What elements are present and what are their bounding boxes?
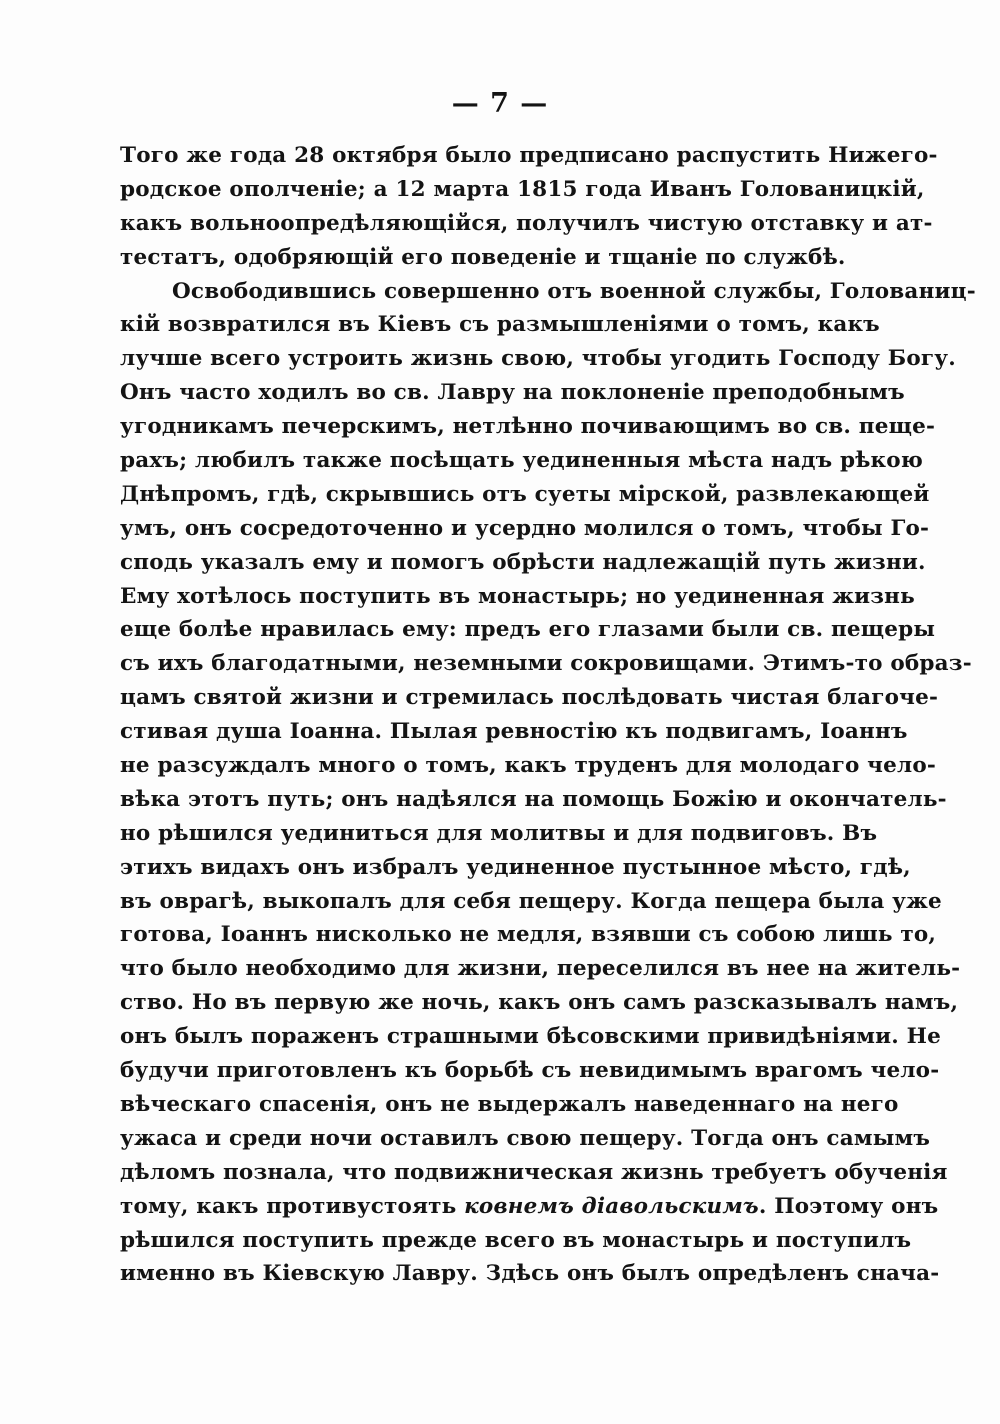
text-line: еще болѣе нравилась ему: предъ его глазами были св. пещеры bbox=[120, 617, 936, 643]
text-line-with-italic bbox=[120, 1190, 939, 1224]
text-line: угодникамъ печерскимъ, нетлѣнно почивающимъ во св. пеще- bbox=[120, 414, 936, 440]
text-line: лучше всего устроить жизнь свою, чтобы угодить Господу Богу. bbox=[120, 346, 956, 372]
text-line: Освободившись совершенно отъ военной службы, Голованиц- bbox=[172, 278, 976, 304]
text-line: цамъ святой жизни и стремилась послѣдовать чистая благоче- bbox=[120, 685, 939, 711]
text-line: тестатъ, одобряющій его поведеніе и тщаніе по службѣ. bbox=[120, 244, 846, 270]
text-line: этихъ видахъ онъ избралъ уединенное пустынное мѣсто, гдѣ, bbox=[120, 854, 911, 880]
italic-phrase: ковнемъ діавольскимъ bbox=[464, 1193, 759, 1219]
page-number: — 7 — bbox=[451, 88, 549, 119]
text-line: какъ вольноопредѣляющійся, получилъ чистую отставку и ат- bbox=[120, 210, 933, 236]
text-line: Ему хотѣлось поступить въ монастырь; но уединенная жизнь bbox=[120, 583, 915, 609]
text-segment: тому, какъ противустоять bbox=[120, 1193, 465, 1219]
text-line: Онъ часто ходилъ во св. Лавру на поклоненіе преподобнымъ bbox=[120, 380, 905, 406]
text-segment: . Поэтому онъ bbox=[758, 1193, 939, 1219]
text-line: именно въ Кіевскую Лавру. Здѣсь онъ былъ опредѣленъ снача- bbox=[120, 1261, 940, 1287]
text-line: но рѣшился уединиться для молитвы и для подвиговъ. Въ bbox=[120, 820, 878, 846]
text-line: кій возвратился въ Кіевъ съ размышленіями о томъ, какъ bbox=[120, 312, 880, 338]
body-text bbox=[120, 139, 976, 1291]
text-line: готова, Іоаннъ нисколько не медля, взявши съ собою лишь то, bbox=[120, 922, 937, 948]
text-line: ство. Но въ первую же ночь, какъ онъ самъ разсказывалъ намъ, bbox=[120, 990, 959, 1016]
text-line: вѣческаго спасенія, онъ не выдержалъ наведеннаго на него bbox=[120, 1091, 899, 1117]
text-line: въ оврагѣ, выкопалъ для себя пещеру. Когда пещера была уже bbox=[120, 888, 942, 914]
text-line: ужаса и среди ночи оставилъ свою пещеру. Тогда онъ самымъ bbox=[120, 1125, 931, 1151]
text-line: сподь указалъ ему и помогъ обрѣсти надлежащій путь жизни. bbox=[120, 549, 926, 575]
text-line: не разсуждалъ много о томъ, какъ труденъ для молодаго чело- bbox=[120, 753, 937, 779]
text-line: вѣка этотъ путь; онъ надѣялся на помощь Божію и окончатель- bbox=[120, 786, 947, 812]
text-line: онъ былъ пораженъ страшными бѣсовскими привидѣніями. Не bbox=[120, 1024, 942, 1050]
text-line: рахъ; любилъ также посѣщать уединенныя мѣста надъ рѣкою bbox=[120, 448, 924, 474]
text-line: Того же года 28 октября было предписано распустить Нижего- bbox=[120, 143, 938, 168]
text-line: Днѣпромъ, гдѣ, скрывшись отъ суеты мірской, развлекающей bbox=[120, 481, 930, 507]
text-line: умъ, онъ сосредоточенно и усердно молился о томъ, чтобы Го- bbox=[120, 515, 930, 541]
text-line: стивая душа Іоанна. Пылая ревностію къ подвигамъ, Іоаннъ bbox=[120, 719, 908, 745]
text-line: что было необходимо для жизни, переселился въ нее на житель- bbox=[120, 956, 961, 982]
text-line: будучи приготовленъ къ борьбѣ съ невидимымъ врагомъ чело- bbox=[120, 1058, 940, 1084]
text-line: съ ихъ благодатными, неземными сокровищами. Этимъ-то образ- bbox=[120, 651, 972, 677]
text-line: родское ополченіе; а 12 марта 1815 года Иванъ Голованицкій, bbox=[120, 176, 925, 202]
text-line: рѣшился поступить прежде всего въ монастырь и поступилъ bbox=[120, 1227, 912, 1253]
text-line: дѣломъ познала, что подвижническая жизнь требуетъ обученія bbox=[120, 1159, 948, 1185]
